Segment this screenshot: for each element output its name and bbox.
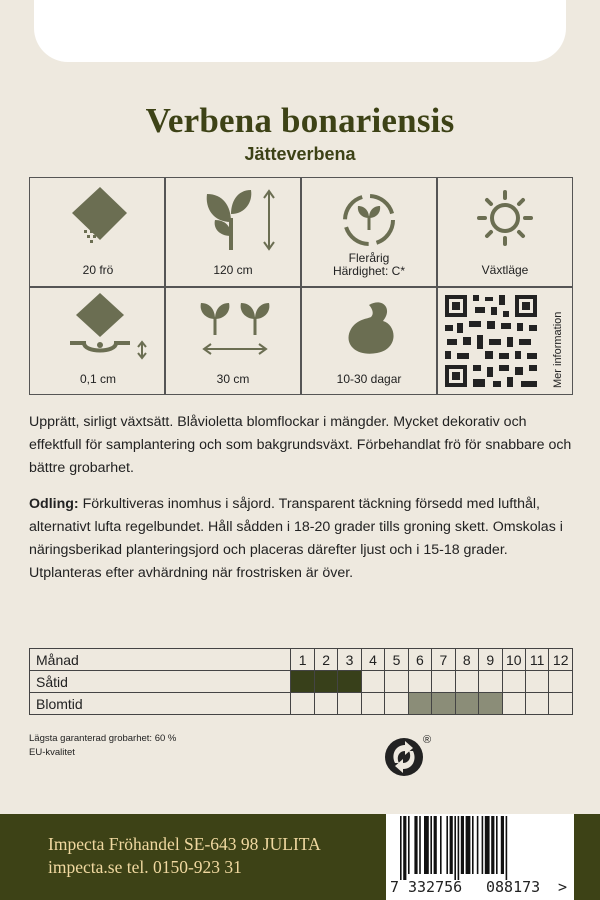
plant-spacing-icon: [165, 287, 301, 367]
germination-cell: [301, 287, 437, 396]
month-1: 1: [291, 649, 314, 671]
seedling-sprout-icon: [301, 287, 437, 367]
hardiness-label: Härdighet: C*: [332, 264, 406, 278]
barcode-bar: [458, 816, 460, 880]
month-8: 8: [455, 649, 478, 671]
barcode-bar: [430, 816, 432, 874]
month-12: 12: [549, 649, 573, 671]
barcode-bar: [408, 816, 410, 874]
quality-note: EU-kvalitet: [29, 747, 75, 758]
barcode-bar: [466, 816, 471, 874]
barcode-bar: [454, 816, 456, 880]
sowing-cell: [502, 671, 525, 693]
barcode-bar: [434, 816, 437, 874]
sowing-cell: [549, 671, 573, 693]
barcode-bars: [386, 814, 574, 880]
cultivation-label: Odling:: [29, 496, 79, 512]
perennial-cycle-icon: [301, 178, 437, 258]
month-10: 10: [502, 649, 525, 671]
sowing-cell: [291, 671, 314, 693]
species-title: Verbena bonariensis: [145, 101, 455, 140]
bloom-cell: [291, 693, 314, 715]
calendar-row-bloom: [30, 693, 573, 715]
sowing-cell: [525, 671, 548, 693]
bloom-cell: [361, 693, 384, 715]
seed-count-cell: [30, 178, 166, 287]
bloom-cell: [432, 693, 455, 715]
bloom-cell: [479, 693, 502, 715]
sowing-row-label: Såtid: [30, 671, 291, 693]
barcode-digits-left: 332756: [408, 878, 463, 896]
sow-depth-label: 0,1 cm: [79, 372, 116, 386]
company-address: Impecta Fröhandel SE-643 98 JULITA: [48, 834, 321, 854]
barcode-bar: [424, 816, 429, 874]
barcode-bar: [419, 816, 421, 874]
position-label: Växtläge: [481, 263, 529, 277]
hanger-cutout: [34, 0, 566, 62]
height-cell: [165, 178, 301, 287]
barcode-end-marker: >: [558, 878, 568, 896]
spacing-label: 30 cm: [216, 372, 250, 386]
calendar-header-row: [30, 649, 573, 671]
company-contact: impecta.se tel. 0150-923 31: [48, 857, 242, 877]
bloom-cell: [549, 693, 573, 715]
seed-packet-icon: [30, 178, 166, 258]
barcode-bar: [477, 816, 479, 874]
bloom-cell: [314, 693, 337, 715]
month-4: 4: [361, 649, 384, 671]
month-5: 5: [385, 649, 408, 671]
sowing-cell: [455, 671, 478, 693]
sun-icon: [437, 178, 573, 258]
position-cell: [437, 178, 573, 287]
barcode-bar: [446, 816, 448, 874]
bloom-cell: [385, 693, 408, 715]
barcode-bar: [403, 816, 406, 880]
barcode-bar: [506, 816, 508, 880]
description-intro: Upprätt, sirligt växtsätt. Blåvioletta blomflockar i mängder. Mycket dekorativ och effektfull för samplantering och som bakgrundsväxt. Förbehandlat frö för snabbare och bättre grobarhet.: [29, 414, 572, 476]
cultivation-text: Förkultiveras inomhus i såjord. Transparent täckning försedd med lufthål, alternativt lufta regelbundet. Håll sådden i 18-20 grader tills groning skett. Omskolas i näringsberikad planteringsjord och placeras därefter ljust och i 15-18 grader. Utplanteras efter avhärdning när frostrisken är över.: [29, 496, 563, 581]
sow-depth-cell: [30, 287, 166, 396]
sowing-cell: [479, 671, 502, 693]
cultivation-paragraph: [29, 493, 574, 585]
month-7: 7: [432, 649, 455, 671]
barcode-bar: [482, 816, 484, 874]
barcode-digit-first: 7: [390, 878, 400, 896]
barcode-bar: [450, 816, 453, 874]
barcode-bar: [414, 816, 417, 874]
calendar-row-sowing: [30, 671, 573, 693]
bloom-cell: [502, 693, 525, 715]
green-dot-recycle-icon: [383, 733, 433, 779]
barcode-bar: [501, 816, 504, 874]
sowing-cell: [361, 671, 384, 693]
barcode-bar: [485, 816, 490, 874]
sowing-cell: [408, 671, 431, 693]
perennial-label: Flerårig: [348, 251, 390, 265]
ean-barcode: [386, 814, 574, 900]
month-9: 9: [479, 649, 502, 671]
spacing-cell: [165, 287, 301, 396]
sowing-cell: [338, 671, 361, 693]
registered-mark: ®: [423, 734, 432, 746]
bloom-cell: [525, 693, 548, 715]
barcode-bar: [400, 816, 402, 880]
barcode-bar: [440, 816, 442, 874]
calendar-month-header: Månad: [30, 649, 291, 671]
barcode-bar: [496, 816, 498, 874]
germination-label: 10-30 dagar: [336, 372, 402, 386]
info-grid: [29, 177, 573, 395]
perennial-cell: [301, 178, 437, 287]
barcode-bar: [472, 816, 474, 874]
more-info-label: Mer information: [552, 311, 564, 388]
description: [29, 411, 574, 585]
plant-height-icon: [165, 178, 301, 258]
barcode-bar: [491, 816, 494, 874]
sowing-cell: [385, 671, 408, 693]
common-name: Jätteverbena: [244, 144, 356, 164]
month-11: 11: [525, 649, 548, 671]
more-info-cell[interactable]: [437, 287, 573, 396]
sow-depth-icon: [30, 287, 166, 367]
sowing-calendar: [29, 648, 573, 715]
bloom-cell: [408, 693, 431, 715]
seed-count-label: 20 frö: [82, 263, 114, 277]
sowing-cell: [432, 671, 455, 693]
month-3: 3: [338, 649, 361, 671]
sowing-cell: [314, 671, 337, 693]
bloom-row-label: Blomtid: [30, 693, 291, 715]
bloom-cell: [455, 693, 478, 715]
month-2: 2: [314, 649, 337, 671]
height-label: 120 cm: [213, 263, 253, 277]
month-6: 6: [408, 649, 431, 671]
bloom-cell: [338, 693, 361, 715]
barcode-digits-right: 088173: [486, 878, 541, 896]
germination-rate-note: Lägsta garanterad grobarhet: 60 %: [29, 733, 177, 744]
barcode-bar: [461, 816, 464, 874]
